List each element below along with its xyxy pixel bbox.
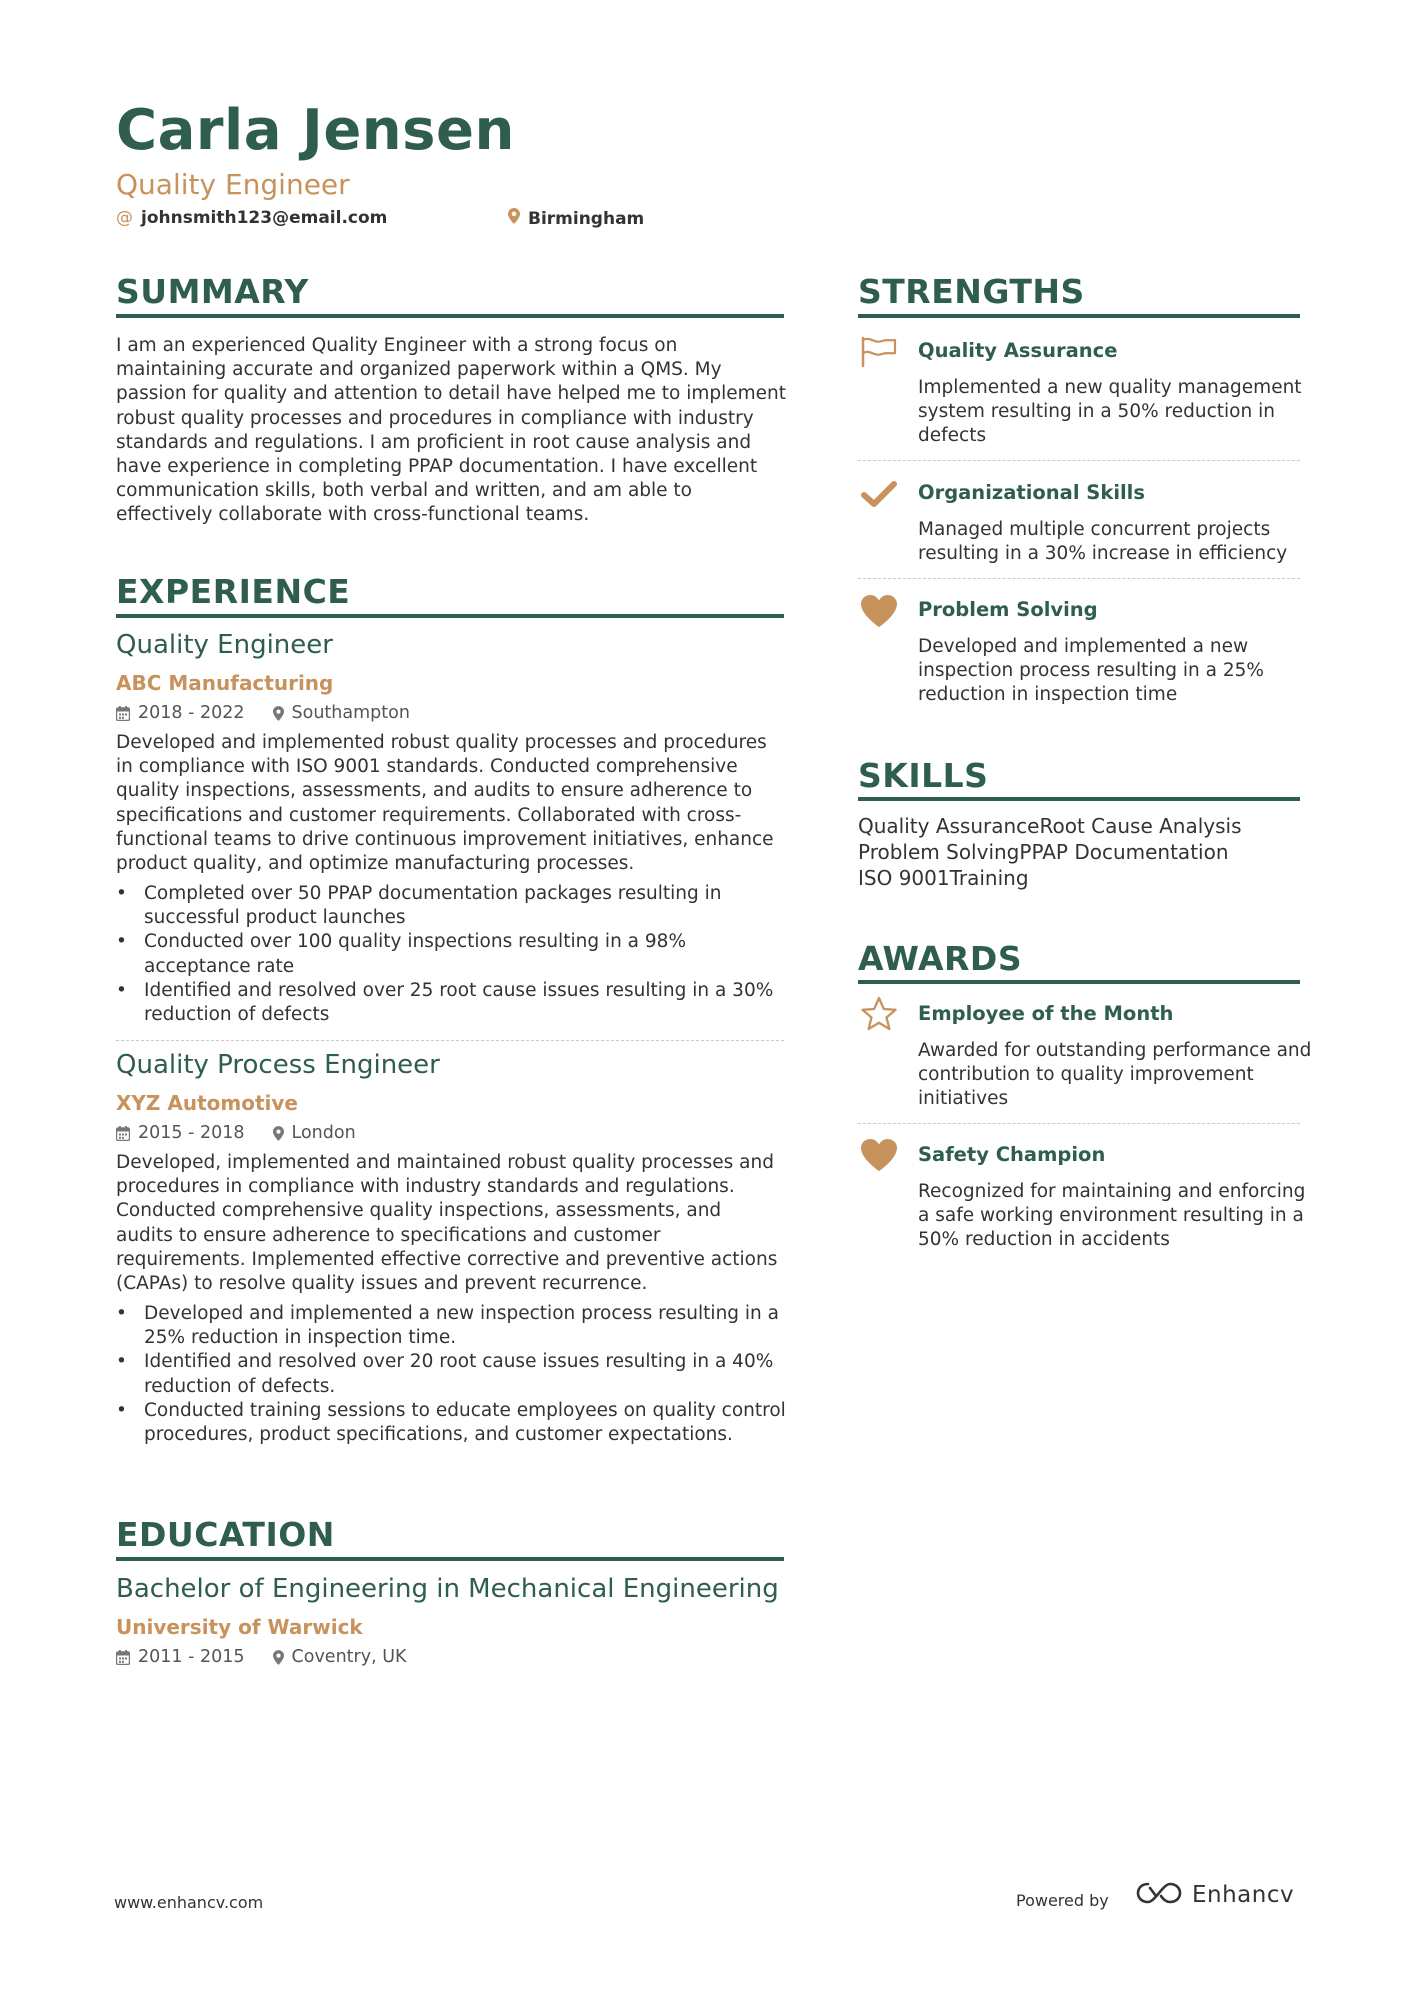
education-meta <box>116 1647 406 1667</box>
job-desc-line: in compliance with ISO 9001 standards. Conducted comprehensive <box>116 756 738 778</box>
summary-line: have experience in completing PPAP documentation. I have excellent <box>116 456 758 478</box>
education-rule <box>116 1557 784 1561</box>
strength-divider <box>858 578 1300 579</box>
summary-heading: SUMMARY <box>116 272 309 311</box>
experience-rule <box>116 614 784 618</box>
skills-line: Quality AssuranceRoot Cause Analysis <box>858 814 1242 838</box>
location-text: Birmingham <box>528 208 645 229</box>
job-bullet: • Conducted training sessions to educate employees on quality control procedures, product specifications, and customer expectations. <box>116 1399 786 1447</box>
location-pin-icon <box>508 208 520 229</box>
strength-description: Developed and implemented a new inspection process resulting in a 25% reduction in inspection time <box>918 636 1264 706</box>
job-description <box>116 731 796 876</box>
brand-name: Enhancv <box>1192 1882 1295 1908</box>
job-location: London <box>291 1123 356 1143</box>
summary-text <box>116 334 796 528</box>
job-desc-line: procedures in compliance with industry standards and regulations. <box>116 1176 735 1198</box>
strength-title: Problem Solving <box>918 598 1098 621</box>
skills-rule <box>858 797 1300 801</box>
job-desc-line: Conducted comprehensive quality inspections, assessments, and <box>116 1200 722 1222</box>
brand-logo[interactable] <box>1136 1880 1294 1910</box>
skills-heading: SKILLS <box>858 756 989 795</box>
job-bullet: • Identified and resolved over 25 root cause issues resulting in a 30% reduction of defects <box>116 979 786 1027</box>
job-desc-line: audits to ensure adherence to specifications and customer <box>116 1224 661 1246</box>
job-bullet: • Developed and implemented a new inspection process resulting in a 25% reduction in inspection time. <box>116 1302 786 1350</box>
experience-heading: EXPERIENCE <box>116 572 351 611</box>
job-title: Quality Engineer <box>116 630 333 660</box>
heart-icon <box>858 593 900 629</box>
summary-line: effectively collaborate with cross-functional teams. <box>116 504 590 526</box>
job-dates: 2018 - 2022 <box>138 703 245 723</box>
strengths-heading: STRENGTHS <box>858 272 1085 311</box>
footer-url[interactable]: www.enhancv.com <box>114 1893 264 1912</box>
strength-divider <box>858 460 1300 461</box>
job-desc-line: Developed, implemented and maintained robust quality processes and <box>116 1152 774 1173</box>
location-pin-icon <box>273 706 284 721</box>
contact-location <box>508 208 644 229</box>
job-desc-line: (CAPAs) to resolve quality issues and prevent recurrence. <box>116 1273 648 1295</box>
job-desc-line: requirements. Implemented effective corrective and preventive actions <box>116 1248 778 1270</box>
at-icon: @ <box>116 208 133 228</box>
heart-icon <box>858 1137 900 1173</box>
strength-description: Managed multiple concurrent projects resulting in a 30% increase in efficiency <box>918 519 1288 565</box>
skills-line: ISO 9001Training <box>858 866 1029 890</box>
summary-rule <box>116 314 784 318</box>
education-dates: 2011 - 2015 <box>138 1647 245 1667</box>
summary-line: standards and regulations. I am proficient in root cause analysis and <box>116 431 752 453</box>
job-dates: 2015 - 2018 <box>138 1123 245 1143</box>
award-title: Employee of the Month <box>918 1002 1174 1025</box>
job-company: XYZ Automotive <box>116 1091 298 1115</box>
email-text: johnsmith123@email.com <box>141 208 388 228</box>
summary-line: passion for quality and attention to detail have helped me to implement <box>116 383 787 405</box>
strengths-rule <box>858 314 1300 318</box>
summary-line: communication skills, both verbal and written, and am able to <box>116 480 692 502</box>
school-name: University of Warwick <box>116 1615 363 1639</box>
job-bullets <box>116 882 786 1027</box>
calendar-icon <box>116 1650 130 1665</box>
job-meta <box>116 703 410 723</box>
education-location: Coventry, UK <box>291 1647 407 1667</box>
job-bullet: • Conducted over 100 quality inspections resulting in a 98% acceptance rate <box>116 930 786 978</box>
contact-email[interactable] <box>116 208 387 228</box>
job-company: ABC Manufacturing <box>116 671 334 695</box>
job-desc-line: specifications and customer requirements. Collaborated with cross- <box>116 804 742 826</box>
awards-rule <box>858 980 1300 984</box>
job-title: Quality Process Engineer <box>116 1050 440 1080</box>
flag-icon <box>858 334 900 370</box>
candidate-title: Quality Engineer <box>116 168 350 201</box>
candidate-name: Carla Jensen <box>116 98 515 163</box>
awards-heading: AWARDS <box>858 939 1023 978</box>
job-meta <box>116 1123 356 1143</box>
summary-line: maintaining accurate and organized paperwork within a QMS. My <box>116 359 722 381</box>
job-bullet: • Identified and resolved over 20 root cause issues resulting in a 40% reduction of defects. <box>116 1350 786 1398</box>
job-divider <box>116 1040 784 1041</box>
powered-by-label: Powered by <box>1016 1891 1109 1910</box>
summary-line: robust quality processes and procedures in compliance with industry <box>116 407 754 429</box>
calendar-icon <box>116 706 130 721</box>
calendar-icon <box>116 1126 130 1141</box>
award-description: Recognized for maintaining and enforcing a safe working environment resulting in a 50% reduction in accidents <box>918 1181 1306 1251</box>
strength-title: Quality Assurance <box>918 339 1118 362</box>
job-description <box>116 1151 796 1296</box>
enhancv-logo-icon <box>1136 1880 1182 1910</box>
location-pin-icon <box>273 1126 284 1141</box>
education-heading: EDUCATION <box>116 1515 335 1554</box>
job-desc-line: quality inspections, assessments, and audits to ensure adherence to <box>116 780 753 802</box>
strength-description: Implemented a new quality management system resulting in a 50% reduction in defects <box>918 377 1302 447</box>
job-desc-line: Developed and implemented robust quality processes and procedures <box>116 732 767 753</box>
award-title: Safety Champion <box>918 1143 1106 1166</box>
location-pin-icon <box>273 1650 284 1665</box>
award-description: Awarded for outstanding performance and contribution to quality improvement initiatives <box>918 1040 1312 1110</box>
job-desc-line: functional teams to drive continuous improvement initiatives, enhance <box>116 828 774 850</box>
job-bullet: • Completed over 50 PPAP documentation packages resulting in successful product launches <box>116 882 786 930</box>
job-bullets <box>116 1302 786 1447</box>
skills-line: Problem SolvingPPAP Documentation <box>858 840 1229 864</box>
summary-line: I am an experienced Quality Engineer with a strong focus on <box>116 335 678 356</box>
award-divider <box>858 1123 1300 1124</box>
job-location: Southampton <box>291 703 410 723</box>
job-desc-line: product quality, and optimize manufacturing processes. <box>116 853 635 875</box>
strength-title: Organizational Skills <box>918 481 1145 504</box>
check-icon <box>858 476 900 512</box>
degree-title: Bachelor of Engineering in Mechanical Engineering <box>116 1574 779 1604</box>
star-icon <box>858 996 900 1032</box>
